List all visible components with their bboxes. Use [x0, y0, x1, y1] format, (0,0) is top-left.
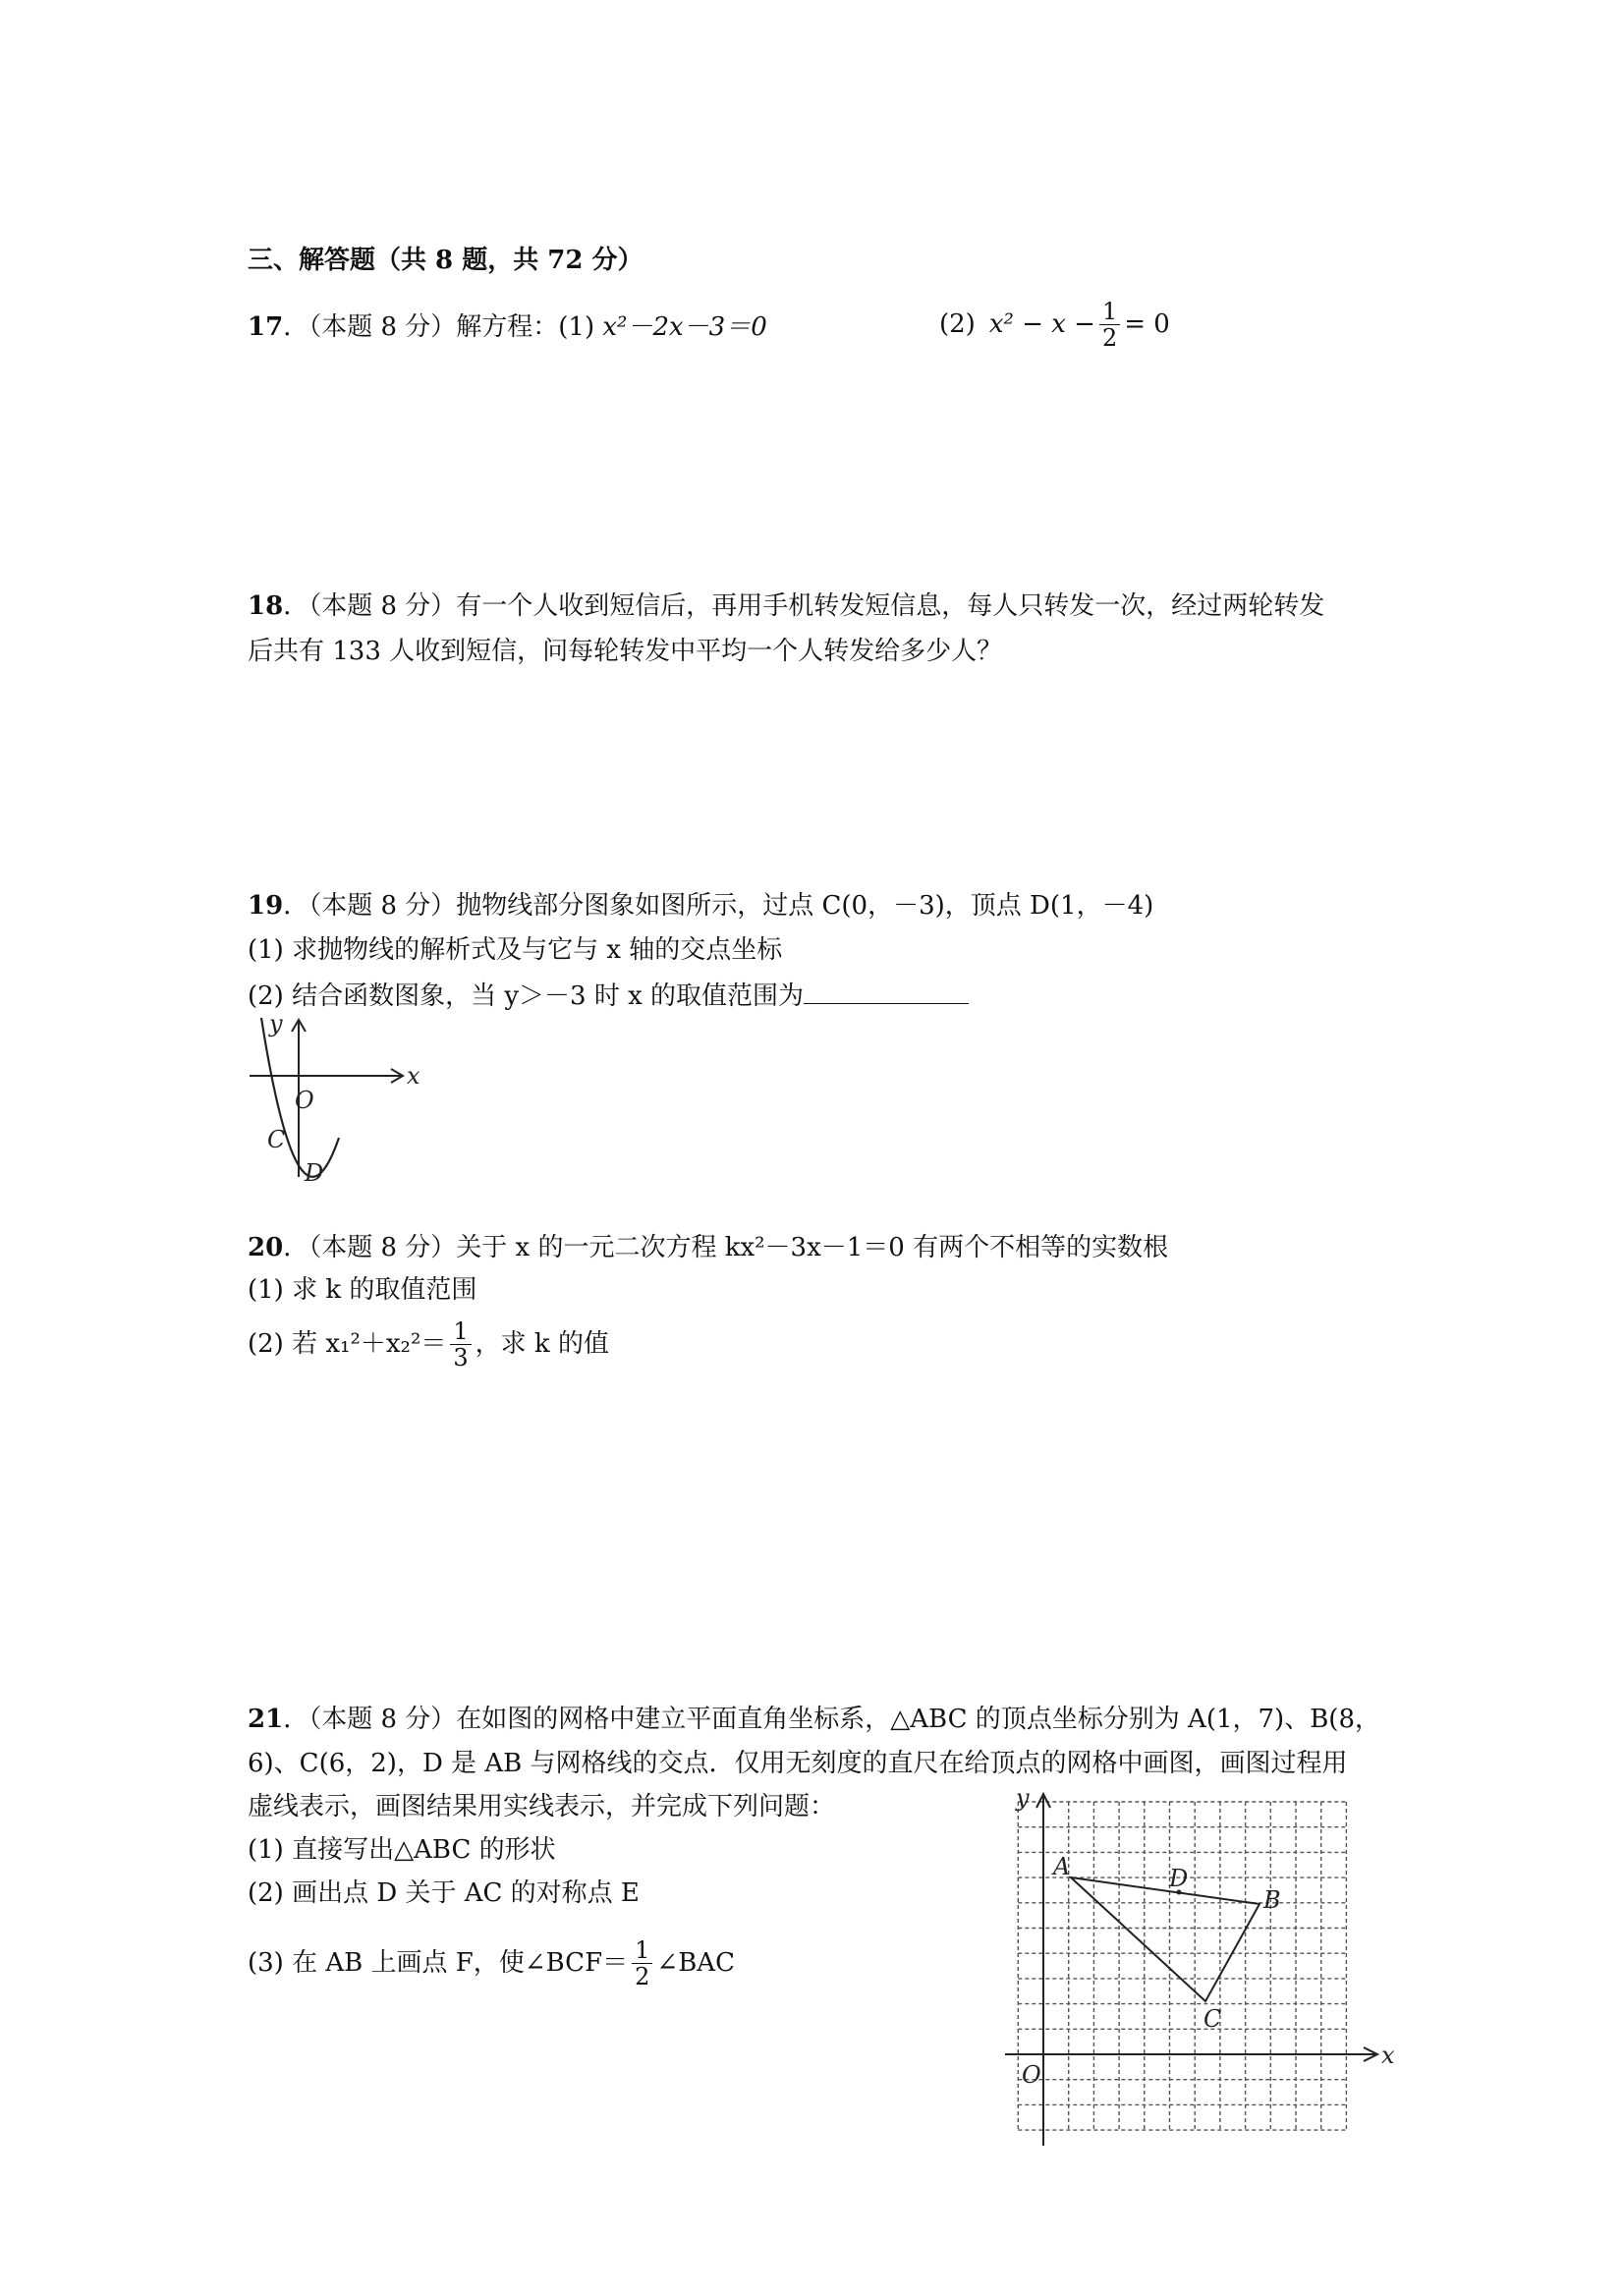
fraction-one-half	[1099, 299, 1120, 352]
denominator: 2	[1101, 324, 1118, 353]
origin-label: O	[295, 1087, 314, 1114]
denominator: 2	[635, 1963, 650, 1991]
question-21-line-1	[248, 1705, 1380, 1735]
question-number: 18	[248, 591, 284, 621]
question-17	[248, 312, 767, 343]
question-number: 19	[248, 891, 284, 921]
equation-1: x²－2x－3＝0	[602, 312, 767, 342]
part-suffix: ，求 k 的值	[475, 1329, 609, 1360]
question-20-part-1: (1) 求 k 的取值范围	[248, 1275, 477, 1305]
coordinate-grid-figure	[1002, 1776, 1395, 2150]
section-title: 三、解答题（共 8 题，共 72 分）	[248, 246, 644, 275]
question-number: 20	[248, 1233, 284, 1262]
numerator: 1	[1099, 299, 1120, 325]
part-label: (2)	[939, 309, 976, 340]
grid-lines	[1018, 1802, 1346, 2130]
point-d-label: D	[305, 1159, 324, 1187]
triangle-abc	[1071, 1877, 1259, 2001]
numerator: 1	[450, 1318, 471, 1345]
question-prefix: ．（本题 8 分）解方程：(1)	[283, 312, 603, 342]
question-20-line-1	[248, 1233, 1168, 1263]
question-18-line-2: 后共有 133 人收到短信，问每轮转发中平均一个人转发给多少人？	[248, 637, 1003, 666]
origin-label: O	[1022, 2061, 1041, 2089]
question-18-line-1	[248, 591, 1324, 622]
part-prefix: (3) 在 AB 上画点 F，使∠BCF＝	[248, 1948, 629, 1979]
question-number: 17	[248, 312, 284, 342]
equation-2-left: x² − x −	[988, 309, 1095, 340]
equation-2-right: = 0	[1124, 309, 1170, 340]
denominator: 3	[453, 1344, 469, 1372]
part-prefix: (2) 若 x₁²＋x₂²＝	[248, 1329, 447, 1360]
fraction-one-third	[450, 1318, 471, 1372]
point-a-label: A	[1053, 1853, 1071, 1880]
part-text: (2) 结合函数图象，当 y＞－3 时 x 的取值范围为	[248, 981, 805, 1011]
question-19-part-2	[248, 980, 969, 1012]
question-20-part-2	[248, 1318, 609, 1372]
y-label: y	[269, 1010, 283, 1037]
question-text: ．（本题 8 分）关于 x 的一元二次方程 kx²－3x－1＝0 有两个不相等的实数根	[283, 1233, 1169, 1262]
question-21-part-3	[248, 1937, 735, 1990]
question-21-line-2: 6)、C(6，2)，D 是 AB 与网格线的交点．仅用无刻度的直尺在给顶点的网格中画图，画图过程用	[248, 1749, 1348, 1778]
point-d-label: D	[1169, 1865, 1189, 1892]
y-label: y	[1016, 1784, 1030, 1812]
point-c-label: C	[267, 1126, 286, 1153]
question-text: ．（本题 8 分）在如图的网格中建立平面直角坐标系，△ABC 的顶点坐标分别为 A(1，7)、B(8，	[283, 1705, 1380, 1734]
question-21-part-1: (1) 直接写出△ABC 的形状	[248, 1835, 556, 1865]
fraction-one-half	[632, 1937, 652, 1990]
question-17-part-2	[939, 299, 1170, 352]
question-21-line-3: 虚线表示，画图结果用实线表示，并完成下列问题：	[248, 1792, 836, 1821]
numerator: 1	[632, 1937, 652, 1964]
x-label: x	[407, 1062, 420, 1090]
question-19-part-1: (1) 求抛物线的解析式及与它与 x 轴的交点坐标	[248, 935, 783, 965]
question-text: ．（本题 8 分）有一个人收到短信后，再用手机转发短信息，每人只转发一次，经过两轮转发	[283, 591, 1325, 621]
question-19-line-1	[248, 891, 1153, 922]
question-number: 21	[248, 1705, 284, 1734]
question-text: ．（本题 8 分）抛物线部分图象如图所示，过点 C(0，－3)，顶点 D(1，－4)	[283, 891, 1154, 921]
answer-blank[interactable]	[804, 980, 969, 1004]
part-suffix: ∠BAC	[656, 1948, 735, 1979]
x-label: x	[1381, 2042, 1395, 2069]
question-21-part-2: (2) 画出点 D 关于 AC 的对称点 E	[248, 1878, 640, 1908]
point-c-label: C	[1203, 2005, 1222, 2033]
parabola-figure	[244, 1010, 420, 1187]
point-b-label: B	[1263, 1886, 1281, 1914]
